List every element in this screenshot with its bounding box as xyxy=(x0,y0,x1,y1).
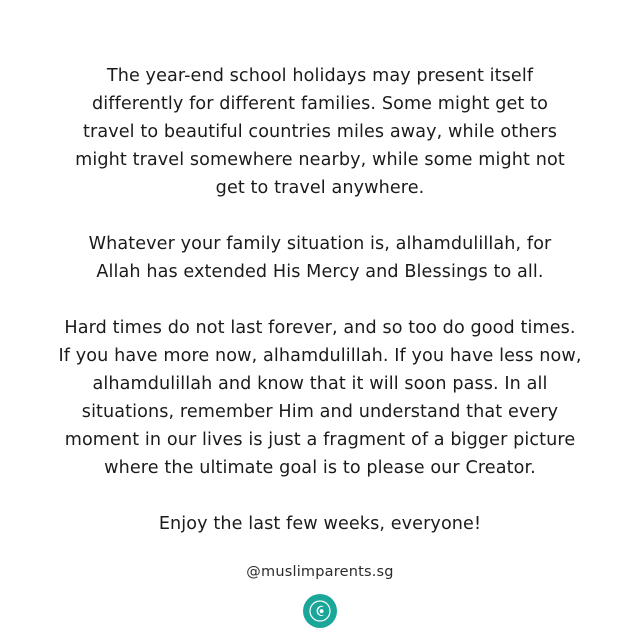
paragraph-2: Whatever your family situation is, alhamdulillah, for Allah has extended His Mercy and Blessings to all. xyxy=(88,234,552,282)
logo-container xyxy=(303,594,337,628)
paragraph-4: Enjoy the last few weeks, everyone! xyxy=(158,514,482,534)
brand-logo-icon xyxy=(303,594,337,628)
paragraph-1: The year-end school holidays may present itself differently for different families. Some might get to travel to beautiful countries miles away, while others might travel somewhere nearby, while some might not get to travel anywhere. xyxy=(75,66,565,198)
paragraph-3: Hard times do not last forever, and so too do good times. If you have more now, alhamdulillah. If you have less now, alhamdulillah and know that it will soon pass. In all situations, remember Him and understand that every moment in our lives is just a fragment of a bigger picture where the ultimate goal is to please our Creator. xyxy=(58,318,582,478)
account-handle: @muslimparents.sg xyxy=(246,564,394,580)
post-body xyxy=(58,62,582,538)
